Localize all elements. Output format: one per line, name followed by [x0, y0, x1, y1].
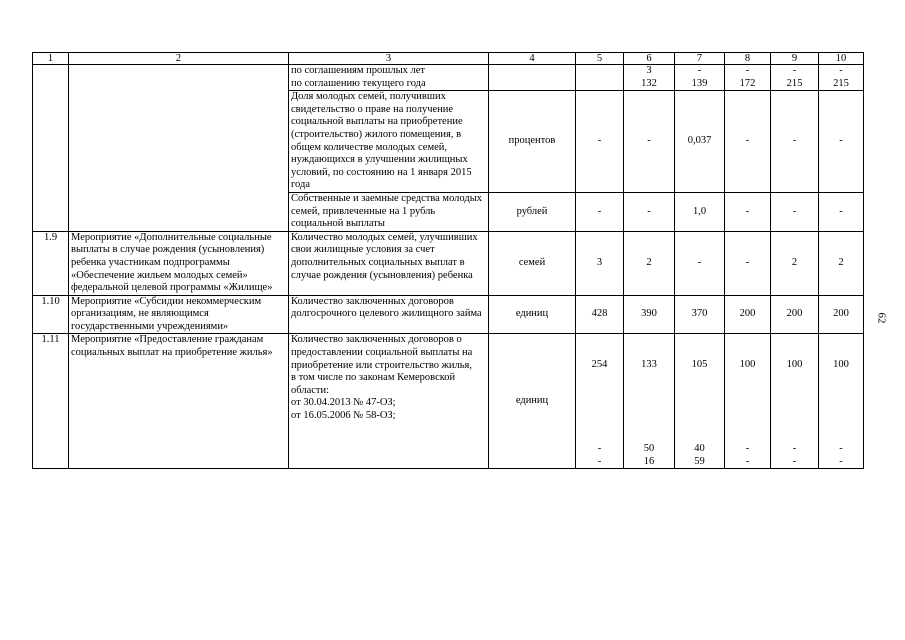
unit-cell: единиц [489, 295, 576, 334]
table-row [33, 334, 864, 469]
indicator-line: в том числе по законам Кемеровской области: [291, 372, 456, 396]
value: - [597, 455, 602, 467]
table-row [33, 231, 864, 295]
value-cell: 0,037 [675, 91, 725, 193]
value-cell [624, 65, 675, 91]
indicator-cell: Собственные и заемные средства молодых семей, привлеченные на 1 рубль социальной выплаты [289, 192, 489, 231]
value: - [792, 65, 797, 76]
value-cell: - [819, 192, 864, 231]
value: - [697, 65, 702, 76]
value-cell [771, 65, 819, 91]
value: - [597, 442, 602, 454]
value: 40 [694, 442, 705, 454]
value: 59 [694, 455, 705, 467]
indicator-cell [289, 65, 489, 91]
value-cell [771, 334, 819, 469]
value-cell [624, 334, 675, 469]
value-cell: - [576, 91, 624, 193]
col-header: 9 [771, 53, 819, 65]
unit-cell [489, 65, 576, 91]
indicator-cell: Доля молодых семей, получивших свидетельство о праве на получение социальной выплаты на приобретение (строительство) жилого помещения, в общем количестве молодых семей, нуждающихся в улучшении жилищных условий, по состоянию на 1 января 2015 года [289, 91, 489, 193]
row-number [33, 65, 69, 232]
value: 50 [643, 442, 655, 454]
col-header: 10 [819, 53, 864, 65]
indicator-cell: Количество заключенных договоров долгосрочного целевого жилищного займа [289, 295, 489, 334]
value-cell: 1,0 [675, 192, 725, 231]
value-cell: 2 [819, 231, 864, 295]
unit-cell: единиц [489, 334, 576, 469]
value: 105 [691, 359, 708, 371]
value-cell: 390 [624, 295, 675, 334]
value-cell [576, 334, 624, 469]
value-cell: - [624, 192, 675, 231]
indicator-cell [289, 334, 489, 469]
col-header: 7 [675, 53, 725, 65]
value-cell: 370 [675, 295, 725, 334]
value: 16 [643, 455, 655, 467]
indicator-line: Количество заключенных договоров о предоставлении социальной выплаты на приобретение или строительство жилья, [291, 334, 473, 371]
value-cell [725, 65, 771, 91]
value: 3 [646, 65, 652, 76]
unit-cell: рублей [489, 192, 576, 231]
indicator-line: по соглашению текущего года [291, 77, 426, 89]
table-row [33, 295, 864, 334]
value-cell [675, 65, 725, 91]
col-header: 6 [624, 53, 675, 65]
row-number: 1.9 [33, 231, 69, 295]
page-number: 62 [875, 312, 888, 324]
value-cell: 200 [725, 295, 771, 334]
value: - [839, 442, 843, 454]
value: 172 [739, 77, 756, 89]
value: 100 [739, 359, 756, 371]
value: 132 [641, 77, 657, 89]
header-row [33, 53, 864, 65]
value-cell: - [771, 91, 819, 193]
value: - [792, 455, 797, 467]
value: 215 [786, 77, 803, 89]
value-cell [675, 334, 725, 469]
indicator-line: от 16.05.2006 № 58-ОЗ; [291, 410, 396, 422]
value-cell: 200 [819, 295, 864, 334]
value-cell: - [725, 91, 771, 193]
value: - [745, 455, 750, 467]
value-cell [819, 334, 864, 469]
indicator-line: от 30.04.2013 № 47-ОЗ; [291, 397, 396, 409]
col-header: 2 [69, 53, 289, 65]
row-number: 1.11 [33, 334, 69, 469]
unit-cell: процентов [489, 91, 576, 193]
value-cell: - [576, 192, 624, 231]
event-cell: Мероприятие «Предоставление гражданам социальных выплат на приобретение жилья» [69, 334, 289, 469]
value-cell: 200 [771, 295, 819, 334]
value-cell [725, 334, 771, 469]
col-header: 4 [489, 53, 576, 65]
value-cell: - [725, 231, 771, 295]
table-row [33, 65, 864, 91]
value: - [839, 65, 843, 76]
value: 254 [591, 359, 608, 371]
value-cell: 2 [771, 231, 819, 295]
indicator-line: по соглашениям прошлых лет [291, 65, 426, 76]
value-cell: - [771, 192, 819, 231]
value-cell: 2 [624, 231, 675, 295]
value-cell: - [675, 231, 725, 295]
event-cell: Мероприятие «Дополнительные социальные выплаты в случае рождения (усыновления) ребенка участникам подпрограммы «Обеспечение жильем молодых семей» федеральной целевой программы «Жилище» [69, 231, 289, 295]
value-cell: 428 [576, 295, 624, 334]
value-cell [819, 65, 864, 91]
col-header: 5 [576, 53, 624, 65]
value: 133 [641, 359, 657, 371]
indicators-table [32, 52, 864, 469]
row-number: 1.10 [33, 295, 69, 334]
value-cell: - [725, 192, 771, 231]
value: - [745, 442, 750, 454]
event-cell [69, 65, 289, 232]
value-cell [576, 65, 624, 91]
value: - [745, 65, 750, 76]
value: 215 [833, 77, 849, 89]
col-header: 1 [33, 53, 69, 65]
value: - [839, 455, 843, 467]
value-cell: - [624, 91, 675, 193]
value: 100 [833, 359, 849, 371]
value: 100 [786, 359, 803, 371]
indicator-cell: Количество молодых семей, улучшивших свои жилищные условия за счет дополнительных социальных выплат в случае рождения (усыновления) ребенка [289, 231, 489, 295]
event-cell: Мероприятие «Субсидии некоммерческим организациям, не являющимся государственными учреждениями» [69, 295, 289, 334]
col-header: 3 [289, 53, 489, 65]
value: - [792, 442, 797, 454]
col-header: 8 [725, 53, 771, 65]
value-cell: 3 [576, 231, 624, 295]
unit-cell: семей [489, 231, 576, 295]
value-cell: - [819, 91, 864, 193]
value: 139 [691, 77, 708, 89]
